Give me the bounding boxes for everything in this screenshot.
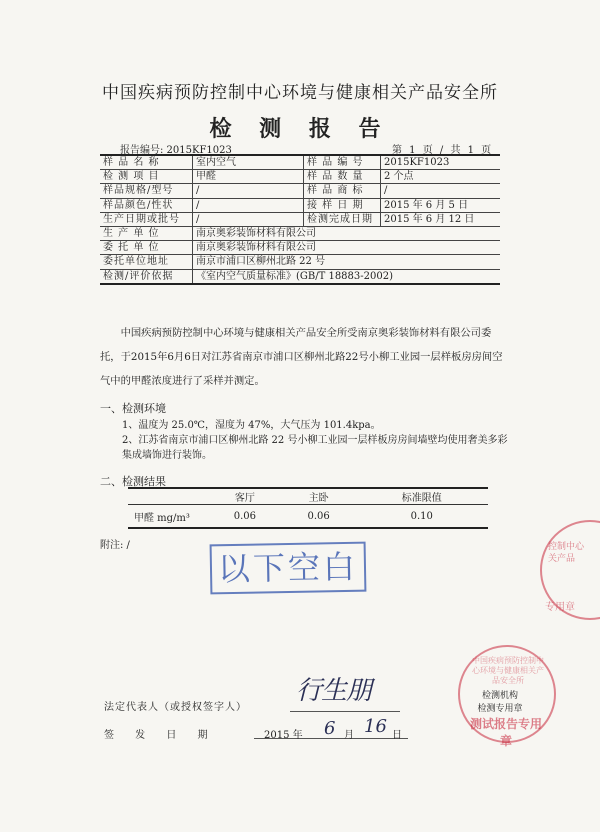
results-value: 0.10: [356, 505, 489, 529]
info-row: [100, 255, 500, 269]
issue-day-char: 日: [392, 730, 402, 741]
results-value: 0.06: [208, 505, 282, 529]
info-value: 甲醛: [193, 170, 304, 184]
report-title: 检 测 报 告: [209, 116, 391, 142]
info-label: 样 品 名 称: [100, 155, 193, 170]
edge-seal-use: 专用章: [545, 602, 575, 613]
info-value: /: [193, 184, 304, 198]
results-header: 标准限值: [356, 488, 489, 505]
section-title-results: 二、检测结果: [100, 475, 166, 488]
issue-month: 6: [324, 718, 336, 739]
info-value: 南京奥彩装饰材料有限公司: [193, 226, 501, 240]
representative-label: 法定代表人（或授权签字人）: [104, 702, 247, 713]
info-label: 检测完成日期: [304, 212, 381, 226]
info-value: 南京奥彩装饰材料有限公司: [193, 241, 501, 255]
info-row: [100, 170, 500, 184]
info-label: 委 托 单 位: [100, 241, 193, 255]
condition-item: 1、温度为 25.0℃，湿度为 47%，大气压为 101.4kpa。: [122, 420, 381, 431]
signature: 行生朋: [296, 676, 372, 706]
seal-label: 检测机构 检测专用章: [477, 691, 523, 714]
info-label: 样品规格/型号: [100, 184, 193, 198]
signature-line: [290, 711, 400, 712]
issue-year: 2015 年: [264, 730, 303, 741]
info-value: 室内空气: [193, 155, 304, 170]
info-label: 检 测 项 目: [100, 170, 193, 184]
info-label: 检测/评价依据: [100, 269, 193, 284]
results-header: [128, 488, 208, 505]
info-value: 《室内空气质量标准》(GB/T 18883-2002): [193, 269, 501, 284]
info-value: 南京市浦口区柳州北路 22 号: [193, 255, 501, 269]
info-label: 样 品 商 标: [304, 184, 381, 198]
blank-below-stamp: 以下空白: [210, 542, 367, 595]
section-title-environment: 一、检测环境: [100, 402, 166, 415]
info-value: /: [381, 184, 501, 198]
info-row: [100, 212, 500, 226]
info-label: 生 产 单 位: [100, 226, 193, 240]
institution-name: 中国疾病预防控制中心环境与健康相关产品安全所: [102, 83, 498, 103]
info-label: 样 品 编 号: [304, 155, 381, 170]
results-item: 甲醛 mg/m³: [128, 505, 208, 529]
issue-date-label: 签 发 日 期: [104, 730, 208, 741]
info-label: 样 品 数 量: [304, 170, 381, 184]
results-table: [128, 487, 488, 529]
info-value: /: [193, 198, 304, 212]
info-label: 委托单位地址: [100, 255, 193, 269]
official-seal-arc-text: 中国疾病预防控制中心环境与健康相关产品安全所: [472, 656, 544, 685]
info-label: 接 样 日 期: [304, 198, 381, 212]
results-header: 主卧: [282, 488, 356, 505]
results-header-row: [128, 488, 488, 505]
info-row: [100, 269, 500, 284]
report-number: 报告编号: 2015KF1023: [120, 145, 232, 156]
info-value: 2015KF1023: [381, 155, 501, 170]
commission-paragraph: 中国疾病预防控制中心环境与健康相关产品安全所受南京奥彩装饰材料有限公司委托，于2015年6月6日对江苏省南京市浦口区柳州北路22号小柳工业园一层样板房房间空气中的甲醛浓度进行了采样并测定。: [100, 327, 503, 387]
info-label: 生产日期或批号: [100, 212, 193, 226]
issue-day: 16: [364, 716, 387, 737]
info-value: /: [193, 212, 304, 226]
official-seal-text: 测试报告专用章: [469, 717, 542, 748]
edge-seal-text: 控制中心关产品: [548, 542, 585, 564]
info-value: 2 个点: [381, 170, 501, 184]
info-label: 样品颜色/性状: [100, 198, 193, 212]
info-value: 2015 年 6 月 12 日: [381, 212, 501, 226]
results-row: [128, 505, 488, 529]
info-value: 2015 年 6 月 5 日: [381, 198, 501, 212]
info-row: [100, 241, 500, 255]
page-count: 第 1 页 / 共 1 页: [392, 145, 492, 156]
info-row: [100, 155, 500, 170]
note: 附注: /: [100, 540, 130, 551]
results-header: 客厅: [208, 488, 282, 505]
issue-month-char: 月: [344, 730, 354, 741]
info-row: [100, 184, 500, 198]
results-value: 0.06: [282, 505, 356, 529]
condition-item: 2、江苏省南京市浦口区柳州北路 22 号小柳工业园一层样板房房间墙壁均使用奢美多彩集成墙饰进行装饰。: [122, 435, 508, 461]
info-row: [100, 198, 500, 212]
info-row: [100, 226, 500, 240]
sample-info-table: [100, 154, 500, 285]
